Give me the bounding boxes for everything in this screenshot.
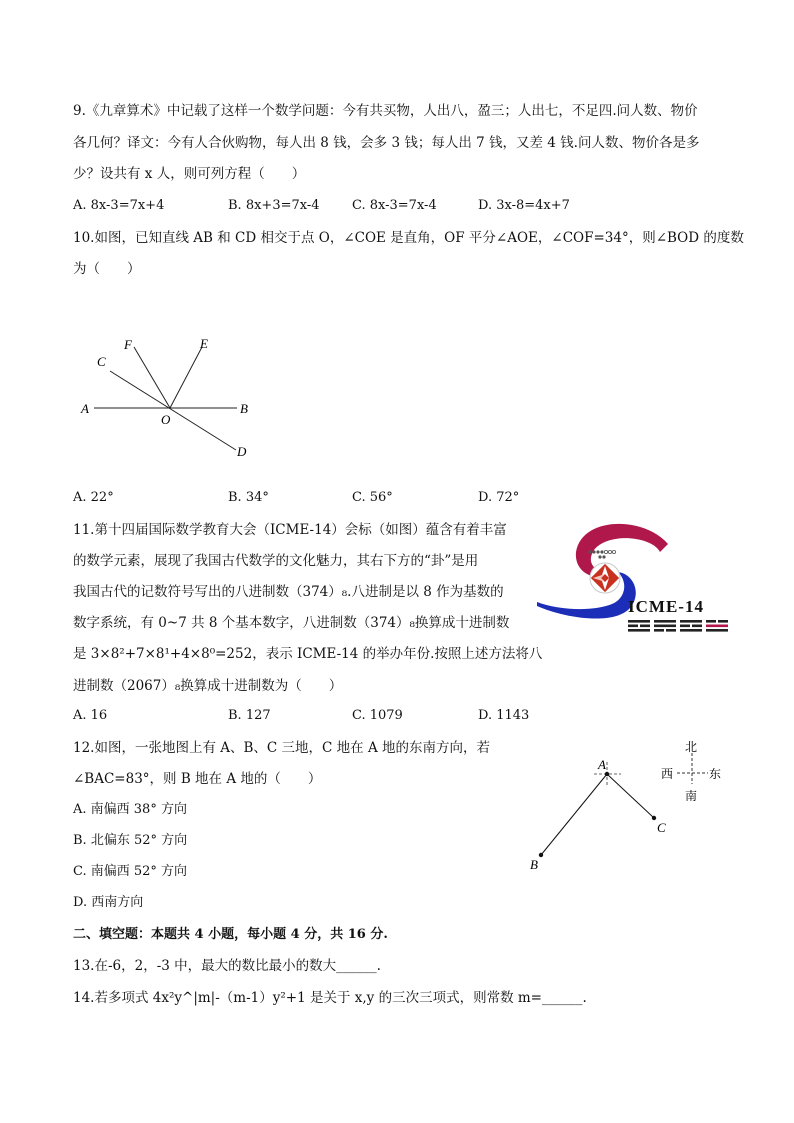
label-c: C <box>657 820 666 835</box>
q10-line-1: 10.如图，已知直线 AB 和 CD 相交于点 O，∠COE 是直角，OF 平分∠AOE，∠COF=34°，则∠BOD 的度数 <box>73 230 744 246</box>
ray-oe <box>170 347 202 408</box>
label-d: D <box>237 444 247 459</box>
compass-south-label: 南 <box>685 789 698 803</box>
q10-option-b: B. 34° <box>228 490 269 505</box>
q9-line-3: 少？设共有 x 人，则可列方程（ ） <box>73 166 306 182</box>
q11-line-3: 我国古代的记数符号写出的八进制数（374）₈.八进制是以 8 作为基数的 <box>73 584 504 600</box>
label-e: E <box>200 336 208 351</box>
q10-option-a: A. 22° <box>73 490 114 505</box>
point-c <box>652 816 656 820</box>
q9-line-1: 9.《九章算术》中记载了这样一个数学问题：今有共买物，人出八，盈三；人出七，不足四.问人数、物价 <box>73 103 698 119</box>
q9-option-d: D. 3x-8=4x+7 <box>478 198 570 213</box>
q13-text: 13.在-6，2，-3 中，最大的数比最小的数大______. <box>73 958 381 974</box>
logo-red-arc <box>576 524 668 577</box>
q11-line-2: 的数学元素，展现了我国古代数学的文化魅力，其右下方的“卦”是用 <box>73 553 479 569</box>
label-o: O <box>161 412 171 427</box>
section-2-heading: 二、填空题：本题共 4 小题，每小题 4 分，共 16 分. <box>73 927 388 942</box>
label-b: B <box>530 857 538 872</box>
label-a: A <box>81 401 89 416</box>
q12-line-2: ∠BAC=83°，则 B 地在 A 地的（ ） <box>73 771 322 787</box>
q9-option-c: C. 8x-3=7x-4 <box>352 198 437 213</box>
segment-ab <box>541 774 607 855</box>
line-cd <box>110 371 236 450</box>
point-b <box>539 853 543 857</box>
compass-rose <box>661 740 721 803</box>
q11-option-c: C. 1079 <box>352 708 403 723</box>
q12-option-a: A. 南偏西 38° 方向 <box>73 802 187 817</box>
q11-line-5: 是 3×8²+7×8¹+4×8⁰=252，表示 ICME-14 的举办年份.按照上述方法将八 <box>73 646 543 662</box>
ray-of <box>134 347 170 408</box>
q11-line-1: 11.第十四届国际数学教育大会（ICME-14）会标（如图）蕴含有着丰富 <box>73 522 507 538</box>
q11-option-b: B. 127 <box>228 708 271 723</box>
compass-east-label: 东 <box>709 767 722 781</box>
logo-gua-bars <box>628 620 728 632</box>
logo-icme-text: ICME-14 <box>628 597 704 616</box>
q10-geometry-figure <box>72 330 272 465</box>
compass-west-label: 西 <box>661 767 674 781</box>
label-c: C <box>97 354 106 369</box>
logo-dot-row <box>588 550 615 558</box>
q12-option-b: B. 北偏东 52° 方向 <box>73 833 188 848</box>
label-a: A <box>598 757 606 772</box>
logo-blue-arc <box>537 572 636 619</box>
compass-north-label: 北 <box>685 740 698 754</box>
q12-option-d: D. 西南方向 <box>73 895 144 910</box>
segment-ac <box>607 774 654 818</box>
q12-line-1: 12.如图，一张地图上有 A、B、C 三地，C 地在 A 地的东南方向，若 <box>73 740 491 756</box>
q11-option-a: A. 16 <box>73 708 108 723</box>
q12-option-c: C. 南偏西 52° 方向 <box>73 864 188 879</box>
q9-option-a: A. 8x-3=7x+4 <box>73 198 165 213</box>
q10-line-2: 为（ ） <box>73 261 141 277</box>
q11-line-4: 数字系统，有 0~7 共 8 个基本数字，八进制数（374）₈换算成十进制数 <box>73 615 510 631</box>
icme-14-logo <box>534 522 730 642</box>
label-b: B <box>240 401 248 416</box>
logo-center-emblem <box>590 563 620 593</box>
q10-option-d: D. 72° <box>478 490 520 505</box>
q9-line-2: 各几何？译文：今有人合伙购物，每人出 8 钱，会多 3 钱；每人出 7 钱，又差 4 钱.问人数、物价各是多 <box>73 135 700 151</box>
q10-option-c: C. 56° <box>352 490 393 505</box>
label-f: F <box>124 337 132 352</box>
q11-line-6: 进制数（2067）₈换算成十进制数为（ ） <box>73 678 343 694</box>
q14-text: 14.若多项式 4x²y^|m|-（m-1）y²+1 是关于 x,y 的三次三项式，则常数 m=______. <box>73 990 587 1006</box>
point-a <box>605 772 609 776</box>
q12-map-figure <box>520 737 745 877</box>
q11-option-d: D. 1143 <box>478 708 530 723</box>
q9-option-b: B. 8x+3=7x-4 <box>228 198 320 213</box>
